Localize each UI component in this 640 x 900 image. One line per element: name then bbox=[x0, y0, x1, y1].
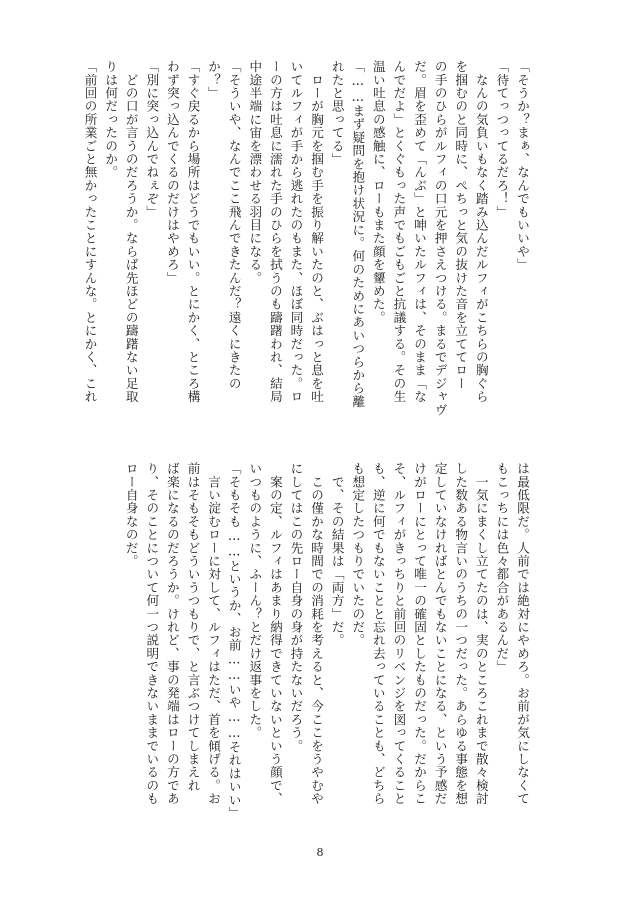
text-line: れたと思ってる」 bbox=[329, 60, 345, 166]
text-line: 中途半端に宙を漂わせる羽目になる。 bbox=[247, 60, 263, 285]
text-line: んでだよ」とくぐもった声でもごもごと抗議する。その生 bbox=[391, 60, 407, 404]
text-line: 「別に突っ込んでねぇぞ」 bbox=[144, 60, 160, 219]
text-line: ローが胸元を掴む手を振り解いたのと、ぶはっと息を吐 bbox=[309, 60, 325, 404]
text-line: 定していなければとんでもないことになる、という予感だ bbox=[432, 462, 448, 806]
text-line: か？」 bbox=[206, 60, 222, 100]
text-line: ーの方は吐息に濡れた手のひらを拭うのも躊躇われ、結局 bbox=[267, 60, 283, 404]
text-line: にしてはこの先ロー自身の身が持たないだろう。 bbox=[288, 462, 304, 753]
text-line: 言い淀むローに対して、ルフィはただ、首を傾げる。お bbox=[206, 462, 222, 806]
page-number: 8 bbox=[316, 846, 324, 859]
text-line: この僅かな時間での消耗を考えると、今ここをうやむや bbox=[309, 462, 325, 806]
text-line: 「前回の所業ごと無かったことにすんな。とにかく、これ bbox=[82, 60, 98, 404]
text-line: 案の定、ルフィはあまり納得できていないという顔で、 bbox=[267, 462, 283, 806]
text-line: どの口が言うのだろうか。ならば先ほどの躊躇ない足取 bbox=[123, 60, 139, 404]
text-line: で、その結果は「両方」だ。 bbox=[329, 462, 345, 647]
text-line: 「そういや、なんでここ飛んできたんだ？遠くにきたの bbox=[226, 60, 242, 390]
text-line: ば楽になるのだろうか。けれど、事の発端はローの方であ bbox=[164, 462, 180, 806]
text-line: けがローにとって唯一の確固としたものだった。だからこ bbox=[412, 462, 428, 806]
text-line: 「すぐ戻るから場所はどうでもいい。とにかく、ところ構 bbox=[185, 60, 201, 404]
text-line: もこっちには色々都合があるんだ」 bbox=[494, 462, 510, 674]
text-line: 「……まず疑問を抱け状況に。何のためにあいつらから離 bbox=[350, 60, 366, 408]
text-line: いてルフィが手から逃れたのもまた、ほぼ同時だった。ロ bbox=[288, 60, 304, 404]
text-line: は最低限だ。人前では絶対にやめろ。お前が気にしなくて bbox=[515, 462, 530, 806]
text-line: だ。眉を歪めて「んぶ」と呻いたルフィは、そのまま「な bbox=[412, 60, 428, 404]
text-line: を掴むのと同時に、ぺちっと気の抜けた音を立ててロー bbox=[453, 60, 469, 390]
text-line: ロー自身なのだ。 bbox=[123, 462, 139, 568]
text-line: した数ある物言いのうちの一つだった。あらゆる事態を想 bbox=[453, 462, 469, 806]
text-line: も、逆に何でもないことと忘れ去っていることも、どちら bbox=[370, 462, 386, 806]
text-line: 一気にまくし立てたのは、実のところこれまで散々検討 bbox=[473, 462, 489, 806]
text-line: いつものように、ふーん？とだけ返事をした。 bbox=[247, 462, 263, 740]
text-line: 「待てっつってるだろ！」 bbox=[494, 60, 510, 219]
text-line: なんの気負いもなく踏み込んだルフィがこちらの胸ぐら bbox=[473, 60, 489, 404]
text-line: そ、ルフィがきっちりと前回のリベンジを図ってくること bbox=[391, 462, 407, 806]
lower-text-block bbox=[120, 462, 532, 854]
text-line: 「そうか？まぁ、なんでもいいや」 bbox=[515, 60, 530, 272]
text-line: り、そのことについて何一つ説明できないままでいるのも bbox=[144, 462, 160, 806]
text-line: も想定したつもりでいたのだ。 bbox=[350, 462, 366, 647]
text-line: わず突っ込んでくるのだけはやめろ」 bbox=[164, 60, 180, 285]
text-line: りは何だったのか。 bbox=[103, 60, 119, 179]
text-line: 温い吐息の感触に、ローもまた顔を顰めた。 bbox=[370, 60, 386, 324]
text-line: の手のひらがルフィの口元を押さえつける。まるでデジャヴ bbox=[432, 60, 448, 417]
text-line: 「そもそも……というか、お前……いや……それはいい」 bbox=[226, 462, 242, 820]
upper-text-block bbox=[79, 60, 532, 450]
text-line: 前はそもそもどういうつもりで、と言ぶつけてしまえれ bbox=[185, 462, 201, 792]
